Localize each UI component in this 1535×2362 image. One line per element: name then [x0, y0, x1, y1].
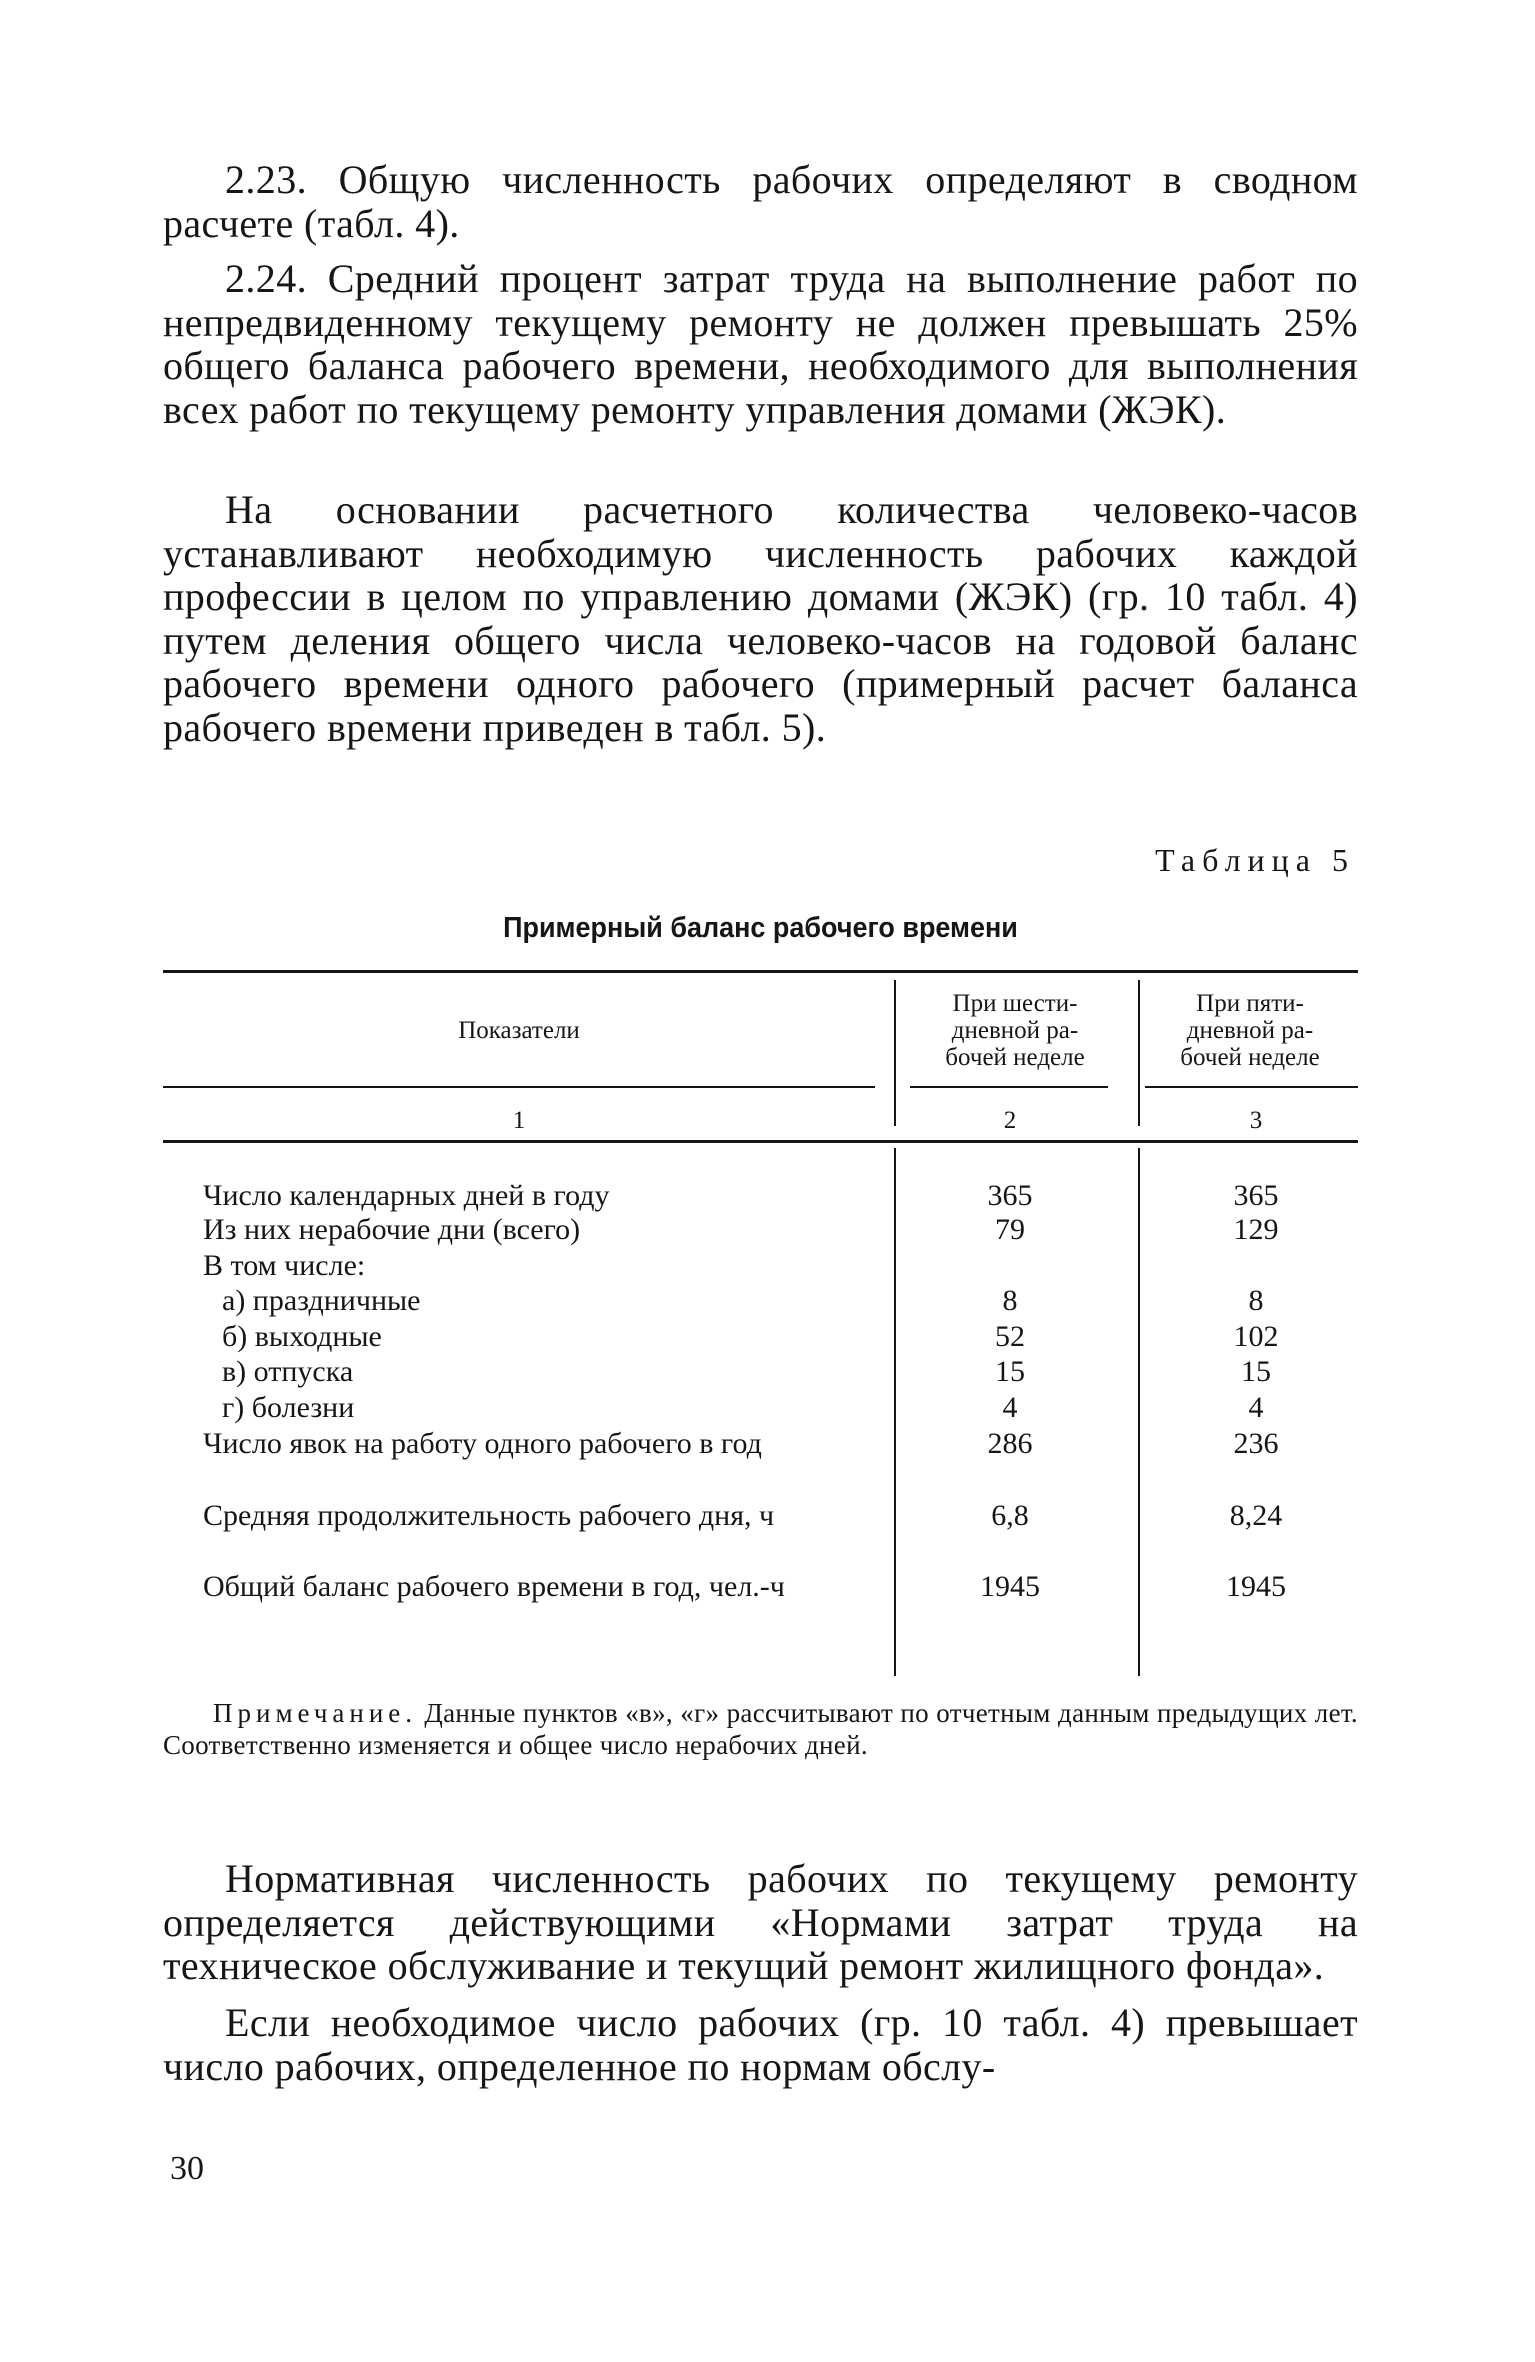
header-six-line-3: бочей неделе [945, 1044, 1085, 1071]
value-six-total-balance: 1945 [980, 1570, 1040, 1603]
row-total-balance: Общий баланс рабочего времени в год, чел.-ч [203, 1570, 785, 1603]
header-five-line-1: При пяти- [1196, 990, 1304, 1017]
table-note [163, 1697, 1358, 1761]
column-divider-2 [1138, 980, 1140, 1126]
row-including: В том числе: [203, 1249, 366, 1282]
header-six-line-1: При шести- [952, 990, 1078, 1017]
header-rule-col2 [910, 1086, 1108, 1088]
value-six-holidays: 8 [1002, 1284, 1018, 1317]
header-five-line-3: бочей неделе [1180, 1044, 1320, 1071]
table-top-rule [163, 970, 1358, 973]
paragraph-if: Если необходимое число рабочих (гр. 10 табл. 4) превышает число рабочих, определенное по нормам обслу- [163, 2000, 1358, 2089]
value-five-vacations: 15 [1241, 1355, 1271, 1388]
paragraph-2-23: 2.23. Общую численность рабочих определяют в сводном расчете (табл. 4). [163, 157, 1358, 246]
table-label: Таблица 5 [1155, 842, 1355, 878]
table-title: Примерный баланс рабочего времени [503, 912, 1018, 944]
row-holidays: а) праздничные [222, 1284, 421, 1317]
row-illness: г) болезни [222, 1391, 355, 1424]
value-five-total-balance: 1945 [1226, 1570, 1286, 1603]
row-days-off: б) выходные [222, 1320, 382, 1353]
paragraph-norm: Нормативная численность рабочих по текущему ремонту определяется действующими «Нормами затрат труда на техническое обслуживание и текущий ремонт жилищного фонда». [163, 1856, 1358, 1989]
value-six-illness: 4 [1002, 1391, 1018, 1424]
column-divider-1 [894, 980, 896, 1126]
value-five-attendance: 236 [1233, 1427, 1279, 1460]
value-five-nonworking-days: 129 [1233, 1213, 1279, 1246]
row-nonworking-days: Из них нерабочие дни (всего) [203, 1213, 581, 1246]
column-number-2: 2 [1003, 1107, 1017, 1134]
row-calendar-days: Число календарных дней в году [203, 1179, 610, 1212]
value-six-days-off: 52 [995, 1320, 1025, 1353]
paragraph-basis: На основании расчетного количества человеко-часов устанавливают необходимую численность рабочих каждой профессии в целом по управлению домами (ЖЭК) (гр. 10 табл. 4) путем деления общего числа человеко-часов на годовой баланс рабочего времени одного рабочего (примерный расчет баланса рабочего времени приведен в табл. 5). [163, 487, 1358, 750]
header-six-line-2: дневной ра- [951, 1017, 1079, 1044]
note-heading: Примечание. [213, 1698, 418, 1728]
header-six-day-week [900, 990, 1130, 1071]
number-row-rule [163, 1140, 1358, 1143]
value-six-attendance: 286 [987, 1427, 1033, 1460]
value-six-calendar-days: 365 [987, 1179, 1033, 1212]
page-number: 30 [170, 2150, 204, 2187]
value-six-workday-duration: 6,8 [991, 1499, 1029, 1532]
note-body: Данные пунктов «в», «г» рассчитывают по отчетным данным предыдущих лет. Соответственно изменяется и общее число нерабочих дней. [163, 1698, 1358, 1760]
paragraph-2-24: 2.24. Средний процент затрат труда на выполнение работ по непредвиденному текущему ремонту не должен превышать 25% общего баланса рабочего времени, необходимого для выполнения всех работ по текущему ремонту управления домами (ЖЭК). [163, 256, 1358, 432]
row-attendance: Число явок на работу одного рабочего в год [203, 1427, 762, 1460]
column-divider-2-body [1138, 1148, 1140, 1676]
header-indicators: Показатели [458, 1017, 580, 1044]
value-six-nonworking-days: 79 [995, 1213, 1025, 1246]
value-six-vacations: 15 [995, 1355, 1025, 1388]
header-rule-col3 [1145, 1086, 1358, 1088]
row-workday-duration: Средняя продолжительность рабочего дня, ч [203, 1499, 775, 1532]
row-vacations: в) отпуска [222, 1355, 354, 1388]
column-number-3: 3 [1249, 1107, 1263, 1134]
column-number-1: 1 [512, 1107, 526, 1134]
header-five-day-week [1142, 990, 1358, 1071]
header-rule-col1 [163, 1086, 875, 1088]
value-five-holidays: 8 [1248, 1284, 1264, 1317]
value-five-workday-duration: 8,24 [1229, 1499, 1283, 1532]
header-five-line-2: дневной ра- [1186, 1017, 1314, 1044]
value-five-illness: 4 [1248, 1391, 1264, 1424]
value-five-calendar-days: 365 [1233, 1179, 1279, 1212]
value-five-days-off: 102 [1233, 1320, 1279, 1353]
